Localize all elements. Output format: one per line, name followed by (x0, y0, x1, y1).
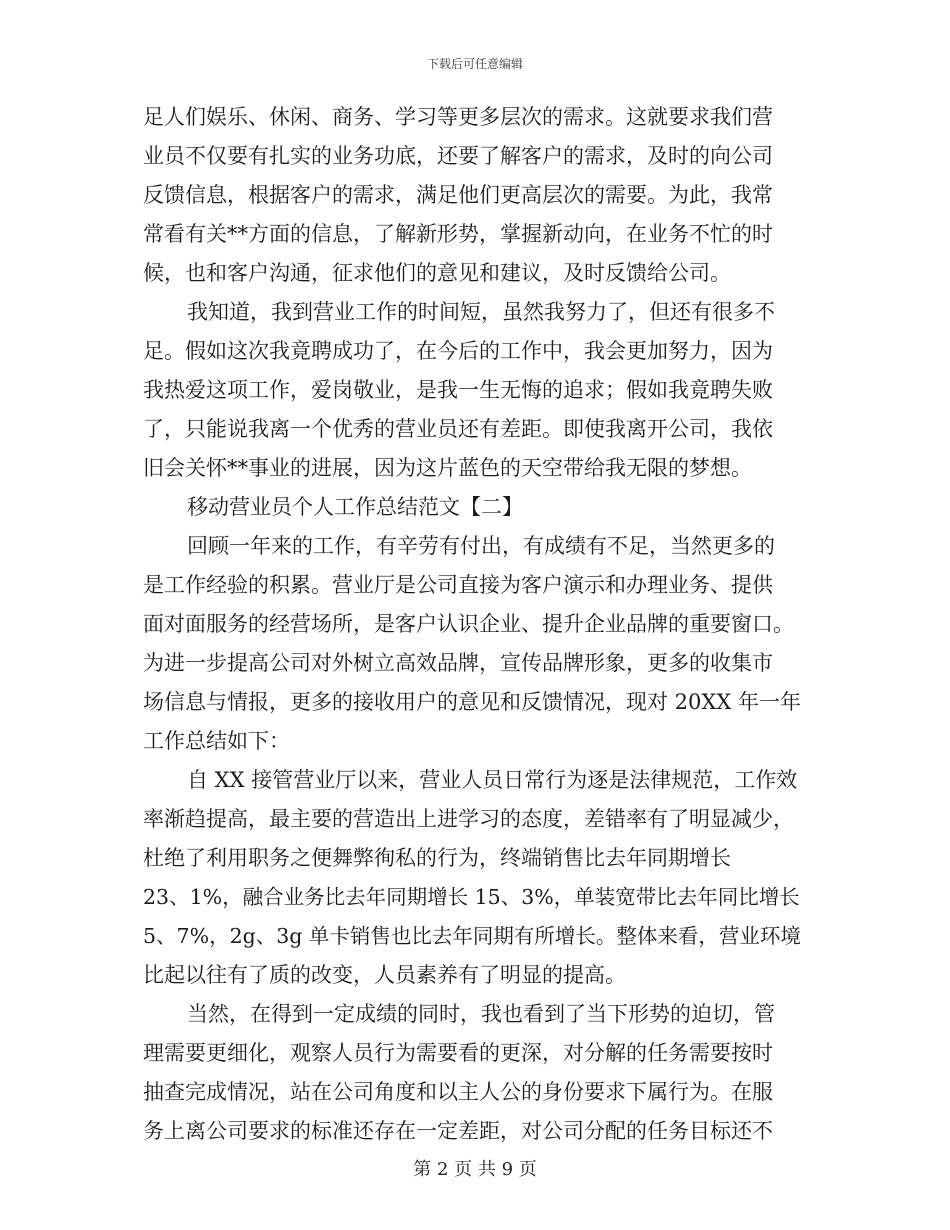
text-line: 5、7%，2g、3g 单卡销售也比去年同期有所增长。整体来看，营业环境 (143, 924, 801, 948)
page-header: 下载后可任意编辑 (426, 57, 523, 71)
text-line: 杜绝了利用职务之便舞弊徇私的行为，终端销售比去年同期增长 (143, 846, 731, 870)
text-line: 面对面服务的经营场所，是客户认识企业、提升企业品牌的重要窗口。 (143, 612, 794, 636)
text-line: 场信息与情报，更多的接收用户的意见和反馈情况，现对 20XX 年一年 (143, 690, 801, 714)
text-line: 候，也和客户沟通，征求他们的意见和建议，及时反馈给公司。 (143, 261, 731, 285)
text-line: 抽查完成情况，站在公司角度和以主人公的身份要求下属行为。在服 (143, 1080, 773, 1104)
text-line: 理需要更细化，观察人员行为需要看的更深，对分解的任务需要按时 (143, 1041, 773, 1065)
text-line: 业员不仅要有扎实的业务功底，还要了解客户的需求，及时的向公司 (143, 144, 773, 168)
text-line: 为进一步提高公司对外树立高效品牌，宣传品牌形象，更多的收集市 (143, 651, 773, 675)
text-line: 比起以往有了质的改变，人员素养有了明显的提高。 (143, 963, 626, 987)
text-line: 移动营业员个人工作总结范文【二】 (187, 495, 523, 519)
text-line: 常看有关**方面的信息，了解新形势，掌握新动向，在业务不忙的时 (143, 222, 773, 246)
text-line: 务上离公司要求的标准还存在一定差距，对公司分配的任务目标还不 (143, 1119, 773, 1143)
text-line: 是工作经验的积累。营业厅是公司直接为客户演示和办理业务、提供 (143, 573, 773, 597)
text-line: 工作总结如下： (143, 729, 290, 753)
text-line: 足人们娱乐、休闲、商务、学习等更多层次的需求。这就要求我们营 (143, 105, 773, 129)
page-number: 第 2 页 共 9 页 (413, 1159, 537, 1180)
text-line: 自 XX 接管营业厅以来，营业人员日常行为逐是法律规范，工作效 (187, 768, 798, 792)
text-line: 了，只能说我离一个优秀的营业员还有差距。即使我离开公司，我依 (143, 417, 773, 441)
text-line: 我知道，我到营业工作的时间短，虽然我努力了，但还有很多不 (187, 300, 775, 324)
text-line: 反馈信息，根据客户的需求，满足他们更高层次的需要。为此，我常 (143, 183, 773, 207)
text-line: 我热爱这项工作，爱岗敬业，是我一生无悔的追求；假如我竟聘失败 (143, 378, 773, 402)
text-line: 旧会关怀**事业的进展，因为这片蓝色的天空带给我无限的梦想。 (143, 456, 752, 480)
text-line: 足。假如这次我竟聘成功了，在今后的工作中，我会更加努力，因为 (143, 339, 773, 363)
text-line: 率渐趋提高，最主要的营造出上进学习的态度，差错率有了明显减少， (143, 807, 794, 831)
text-line: 23、1%，融合业务比去年同期增长 15、3%，单装宽带比去年同比增长 (143, 885, 800, 909)
text-line: 回顾一年来的工作，有辛劳有付出，有成绩有不足，当然更多的 (187, 534, 775, 558)
document-body (143, 98, 813, 1151)
text-line: 当然，在得到一定成绩的同时，我也看到了当下形势的迫切，管 (187, 1002, 775, 1026)
